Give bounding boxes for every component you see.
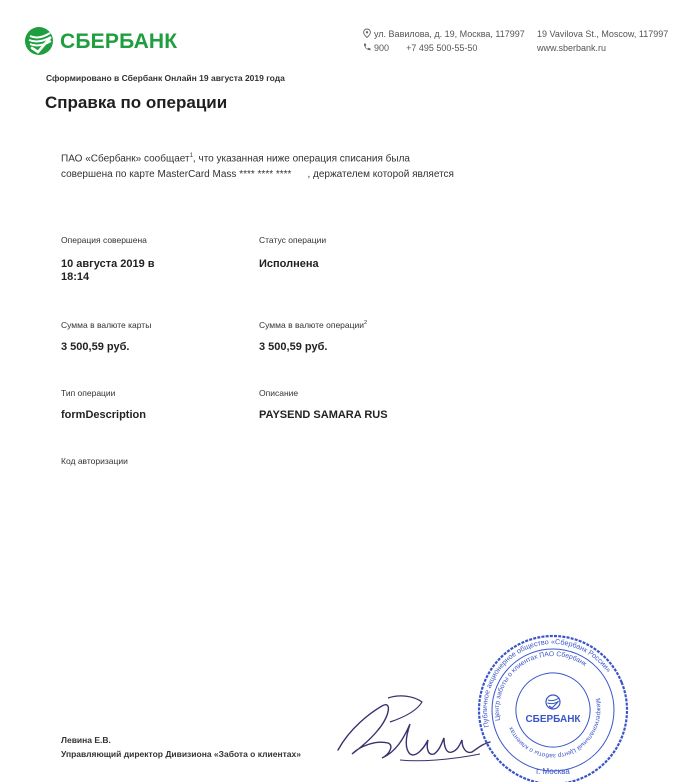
intro-paragraph xyxy=(61,148,491,183)
operation-amount-label-text: Сумма в валюте операции xyxy=(259,320,365,330)
status-label: Статус операции xyxy=(259,235,327,245)
sberbank-logo-icon xyxy=(24,26,54,56)
stamp-city: г. Москва xyxy=(536,767,570,776)
address-en: 19 Vavilova St., Moscow, 117997 xyxy=(537,29,669,39)
operation-date-line-1: 10 августа 2019 в xyxy=(61,258,155,270)
formed-note: Сформировано в Сбербанк Онлайн 19 августа 2019 года xyxy=(46,73,285,83)
operation-amount-label xyxy=(259,320,367,330)
signer-name: Левина Е.В. xyxy=(61,735,111,745)
contact-en xyxy=(537,27,668,55)
signer-position: Управляющий директор Дивизиона «Забота о клиентах» xyxy=(61,749,301,759)
contact-ru xyxy=(362,27,525,55)
stamp-middle-text: Центр заботы о клиентах ПАО Сбербанк xyxy=(493,650,588,722)
website: www.sberbank.ru xyxy=(537,43,607,53)
stamp-center-logo-icon xyxy=(546,695,560,709)
description-value: PAYSEND SAMARA RUS xyxy=(259,409,388,421)
description-label: Описание xyxy=(259,388,299,398)
stamp-center-brand: СБЕРБАНК xyxy=(525,714,581,725)
operation-type-value: formDescription xyxy=(61,409,146,421)
stamp-inner-text: Межрегиональный Центр заботы о клиентах xyxy=(507,697,603,760)
operation-date-value xyxy=(61,258,155,284)
footnote-2: 2 xyxy=(364,320,368,327)
auth-code-label: Код авторизации xyxy=(61,456,128,466)
sberbank-logo xyxy=(24,26,178,58)
bank-stamp xyxy=(473,630,633,782)
operation-amount-value: 3 500,59 руб. xyxy=(259,341,328,353)
address-ru-row xyxy=(362,27,525,41)
operation-date-label: Операция совершена xyxy=(61,235,147,245)
intro-line-1-b: , что указанная ниже операция списания была xyxy=(192,153,410,165)
brand-name: СБЕРБАНК xyxy=(60,30,178,53)
phone-short: 900 xyxy=(374,43,390,53)
footnote-1: 1 xyxy=(189,153,193,159)
address-ru: ул. Вавилова, д. 19, Москва, 117997 xyxy=(374,29,525,39)
card-amount-value: 3 500,59 руб. xyxy=(61,341,130,353)
operation-type-label: Тип операции xyxy=(61,388,116,398)
phone-full: +7 495 500-55-50 xyxy=(406,43,478,53)
status-value: Исполнена xyxy=(259,258,319,270)
stamp-outer-text: Публичное акционерное общество «Сбербанк России» xyxy=(479,636,614,729)
phone-icon xyxy=(362,42,372,52)
intro-line-2-b: , держателем которой является xyxy=(307,169,454,181)
page-title: Справка по операции xyxy=(45,93,228,112)
intro-line-2-a: совершена по карте MasterCard Mass **** **** **** xyxy=(61,169,292,181)
location-pin-icon xyxy=(362,28,372,38)
phone-row xyxy=(362,41,525,55)
intro-line-1-a: ПАО «Сбербанк» сообщает xyxy=(61,153,190,165)
intro-line-1 xyxy=(61,148,491,167)
operation-date-line-2: 18:14 xyxy=(61,271,90,283)
intro-line-2 xyxy=(61,167,491,183)
card-amount-label: Сумма в валюте карты xyxy=(61,320,152,330)
